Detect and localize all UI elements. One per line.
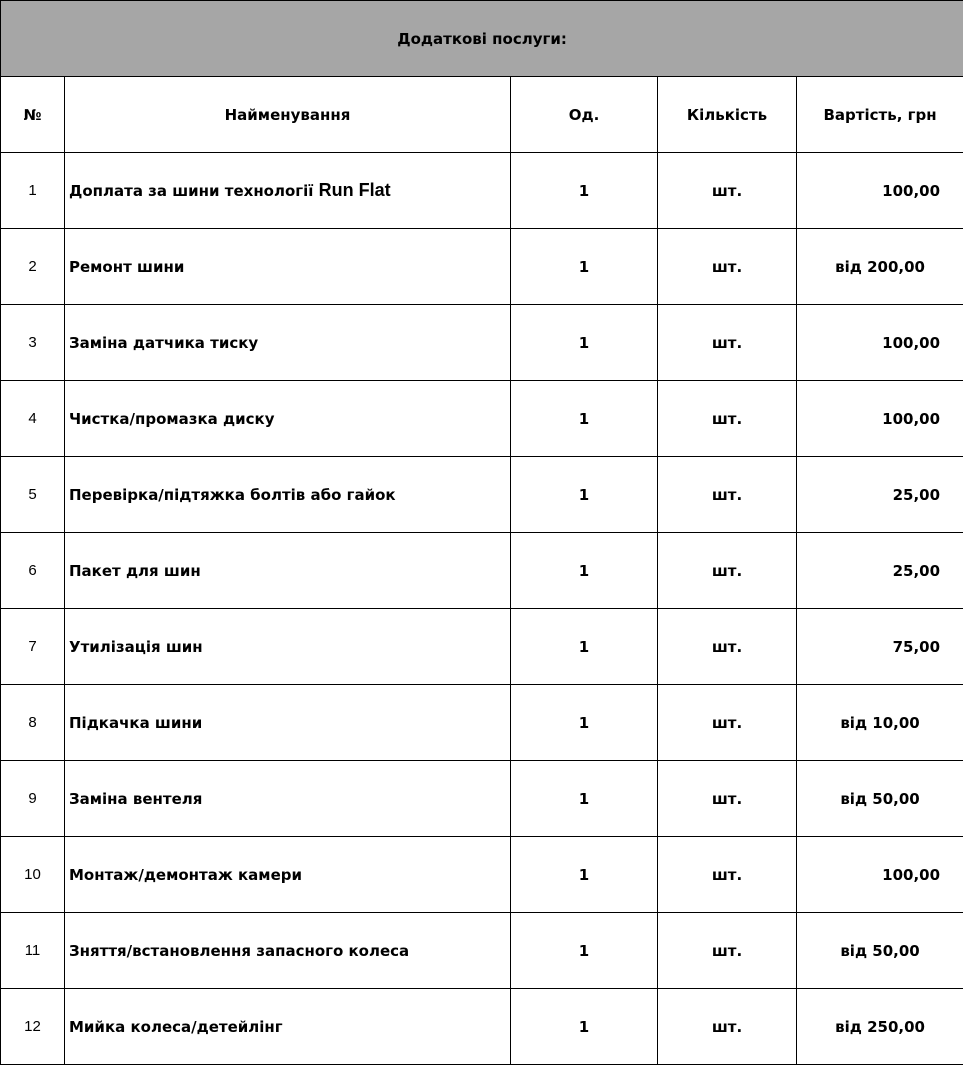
row-qty: шт.: [658, 533, 797, 609]
row-num: 6: [1, 533, 65, 609]
row-name: Заміна датчика тиску: [65, 305, 511, 381]
row-name: Перевірка/підтяжка болтів або гайок: [65, 457, 511, 533]
row-num: 7: [1, 609, 65, 685]
row-unit: 1: [511, 609, 658, 685]
table-row: [1, 685, 963, 761]
table-row: [1, 609, 963, 685]
row-price: від 50,00: [797, 761, 963, 837]
row-name: [65, 153, 511, 229]
row-price: від 50,00: [797, 913, 963, 989]
row-name: Ремонт шини: [65, 229, 511, 305]
row-price: 75,00: [797, 609, 963, 685]
row-unit: 1: [511, 989, 658, 1065]
row-qty: шт.: [658, 381, 797, 457]
row-price: 25,00: [797, 533, 963, 609]
row-price: 100,00: [797, 381, 963, 457]
row-unit: 1: [511, 305, 658, 381]
row-name: Утилізація шин: [65, 609, 511, 685]
row-num: 2: [1, 229, 65, 305]
table-row: [1, 229, 963, 305]
row-qty: шт.: [658, 989, 797, 1065]
row-unit: 1: [511, 381, 658, 457]
header-num: №: [1, 77, 65, 153]
row-qty: шт.: [658, 837, 797, 913]
row-price: 100,00: [797, 153, 963, 229]
table-title: Додаткові послуги:: [1, 1, 963, 77]
row-name: Чистка/промазка диску: [65, 381, 511, 457]
row-price: 100,00: [797, 305, 963, 381]
row-qty: шт.: [658, 305, 797, 381]
row-unit: 1: [511, 761, 658, 837]
table-row: [1, 457, 963, 533]
row-name: Заміна вентеля: [65, 761, 511, 837]
row-qty: шт.: [658, 761, 797, 837]
header-unit: Од.: [511, 77, 658, 153]
header-qty: Кількість: [658, 77, 797, 153]
table-title-row: [1, 1, 963, 77]
row-qty: шт.: [658, 153, 797, 229]
table-row: [1, 533, 963, 609]
row-name: Пакет для шин: [65, 533, 511, 609]
row-num: 4: [1, 381, 65, 457]
row-num: 5: [1, 457, 65, 533]
row-qty: шт.: [658, 685, 797, 761]
table-row: [1, 381, 963, 457]
row-unit: 1: [511, 533, 658, 609]
row-price: 25,00: [797, 457, 963, 533]
row-name: Зняття/встановлення запасного колеса: [65, 913, 511, 989]
table-body: [1, 153, 963, 1065]
row-name-suffix: Run Flat: [318, 180, 391, 200]
row-num: 3: [1, 305, 65, 381]
table-row: [1, 989, 963, 1065]
row-unit: 1: [511, 229, 658, 305]
row-num: 12: [1, 989, 65, 1065]
table-row: [1, 305, 963, 381]
row-unit: 1: [511, 913, 658, 989]
row-num: 11: [1, 913, 65, 989]
row-name: Підкачка шини: [65, 685, 511, 761]
row-name: Мийка колеса/детейлінг: [65, 989, 511, 1065]
row-num: 9: [1, 761, 65, 837]
row-num: 10: [1, 837, 65, 913]
row-price: від 200,00: [797, 229, 963, 305]
row-price: від 10,00: [797, 685, 963, 761]
table-row: [1, 913, 963, 989]
table-row: [1, 761, 963, 837]
row-qty: шт.: [658, 229, 797, 305]
row-num: 8: [1, 685, 65, 761]
header-name: Найменування: [65, 77, 511, 153]
row-qty: шт.: [658, 913, 797, 989]
row-unit: 1: [511, 457, 658, 533]
row-name: Монтаж/демонтаж камери: [65, 837, 511, 913]
table-header-row: [1, 77, 963, 153]
row-name-text: Доплата за шини технології: [69, 182, 314, 200]
row-unit: 1: [511, 837, 658, 913]
row-unit: 1: [511, 153, 658, 229]
row-qty: шт.: [658, 609, 797, 685]
row-num: 1: [1, 153, 65, 229]
row-qty: шт.: [658, 457, 797, 533]
header-price: Вартість, грн: [797, 77, 963, 153]
row-unit: 1: [511, 685, 658, 761]
row-price: 100,00: [797, 837, 963, 913]
table-row: [1, 153, 963, 229]
row-price: від 250,00: [797, 989, 963, 1065]
table-row: [1, 837, 963, 913]
